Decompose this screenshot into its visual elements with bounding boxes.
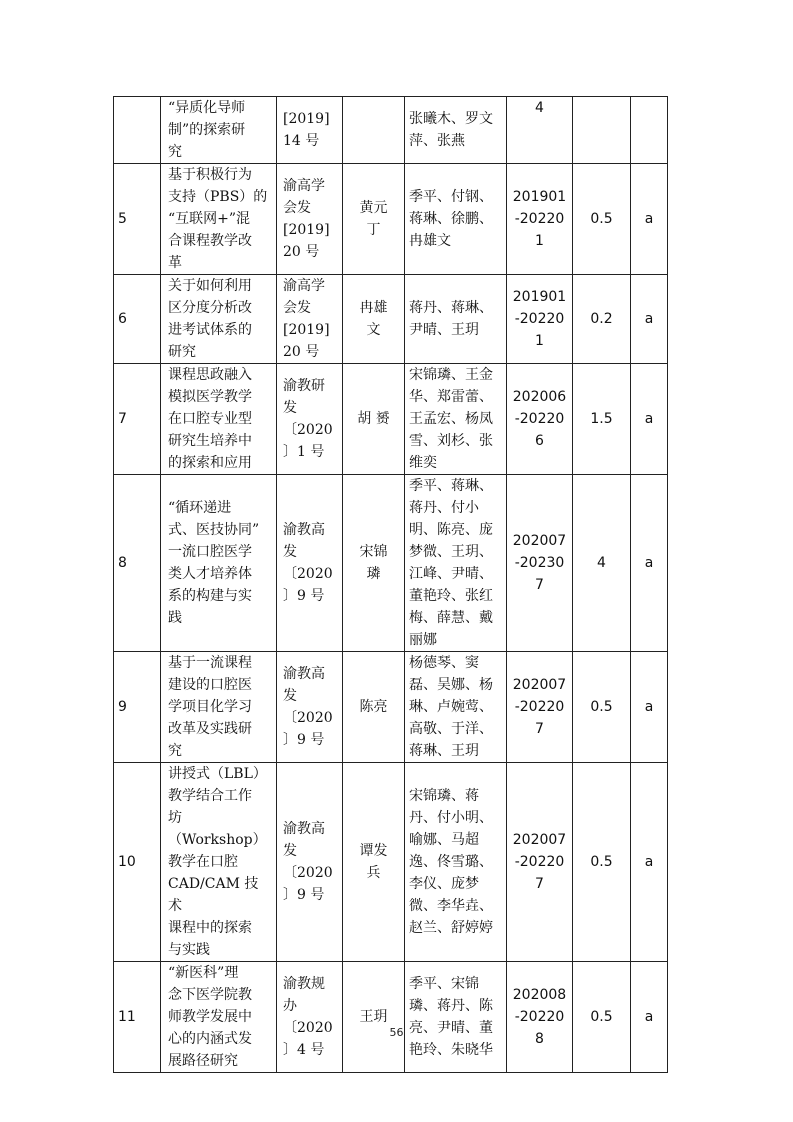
project-grade-cell (631, 364, 668, 475)
project-host-cell (343, 652, 405, 763)
project-score-cell (573, 364, 631, 475)
approval-document-cell (277, 475, 343, 652)
project-members-cell (405, 652, 507, 763)
project-period-cell (507, 275, 573, 364)
project-score-cell (573, 275, 631, 364)
table-row (114, 97, 668, 164)
project-host-cell (343, 962, 405, 1073)
project-title: “循环递进 式、医技协同” 一流口腔医学 类人才培养体 系的构建与实 践 (168, 500, 260, 626)
project-members: 季平、付钢、 蒋琳、徐鹏、 冉雄文 (409, 189, 493, 249)
project-grade: a (644, 411, 654, 427)
row-number-cell (114, 763, 161, 962)
approval-document-cell (277, 962, 343, 1073)
page-number: 56 (389, 1026, 404, 1039)
approval-document: 渝教规 办 〔2020 〕4 号 (283, 976, 333, 1058)
project-host: 王玥 (359, 1009, 388, 1025)
project-score-cell (573, 962, 631, 1073)
project-score: 0.5 (590, 1009, 613, 1025)
project-title: 讲授式（LBL） 教学结合工作 坊（Workshop） 教学在口腔 CAD/CAM 技术 课程中的探索 与实践 (168, 766, 267, 958)
project-period: 202007 -20220 7 (512, 832, 567, 892)
project-title-cell (161, 364, 277, 475)
project-period-cell (507, 652, 573, 763)
row-number-cell (114, 97, 161, 164)
project-score-cell (573, 97, 631, 164)
project-members: 季平、蒋琳、 蒋丹、付小 明、陈亮、庞 梦微、王玥、 江峰、尹晴、 董艳玲、张红 梅、薛慧、戴 丽娜 (409, 478, 493, 648)
project-members: 张曦木、罗文 萍、张燕 (409, 111, 493, 149)
table-row (114, 364, 668, 475)
project-grade-cell (631, 652, 668, 763)
project-members-cell (405, 962, 507, 1073)
project-score-cell (573, 164, 631, 275)
project-score-cell (573, 475, 631, 652)
row-number-cell (114, 652, 161, 763)
project-host-cell (343, 164, 405, 275)
project-grade-cell (631, 275, 668, 364)
approval-document: [2019] 14 号 (283, 111, 330, 149)
project-members-cell (405, 364, 507, 475)
approval-document-cell (277, 164, 343, 275)
row-number: 11 (118, 1009, 136, 1025)
row-number-cell (114, 364, 161, 475)
approval-document-cell (277, 97, 343, 164)
project-grade: a (644, 699, 654, 715)
project-members: 季平、宋锦 璘、蒋丹、陈 亮、尹晴、董 艳玲、朱晓华 (409, 976, 493, 1058)
project-members: 蒋丹、蒋琳、 尹晴、王玥 (409, 300, 493, 338)
project-score: 0.5 (590, 854, 613, 870)
project-period: 202007 -20220 7 (512, 677, 567, 737)
project-grade: a (644, 311, 654, 327)
project-members: 宋锦璘、王金 华、郑雷蕾、 王孟宏、杨凤 雪、刘杉、张 维奕 (409, 367, 493, 471)
project-period-cell (507, 364, 573, 475)
project-host: 胡 赟 (357, 411, 390, 427)
project-grade: a (644, 211, 654, 227)
project-score-cell (573, 763, 631, 962)
project-grade-cell (631, 763, 668, 962)
project-title-cell (161, 763, 277, 962)
approval-document: 渝教高 发 〔2020 〕9 号 (283, 522, 333, 604)
row-number: 9 (118, 699, 127, 715)
project-members-cell (405, 275, 507, 364)
project-period: 201901 -20220 1 (512, 289, 567, 349)
project-members-cell (405, 763, 507, 962)
approval-document: 渝教研 发 〔2020 〕1 号 (283, 378, 333, 460)
approval-document: 渝高学 会发 [2019] 20 号 (283, 178, 330, 260)
row-number-cell (114, 164, 161, 275)
approval-document: 渝教高 发 〔2020 〕9 号 (283, 666, 333, 748)
approval-document: 渝高学 会发 [2019] 20 号 (283, 278, 330, 360)
project-title: 基于一流课程 建设的口腔医 学项目化学习 改革及实践研 究 (168, 655, 252, 759)
project-period: 202008 -20220 8 (512, 987, 567, 1047)
project-period-cell (507, 164, 573, 275)
project-table (113, 96, 668, 1073)
project-period: 202007 -20230 7 (512, 533, 567, 593)
row-number: 10 (118, 854, 136, 870)
project-title: 课程思政融入 模拟医学教学 在口腔专业型 研究生培养中 的探索和应用 (168, 367, 252, 471)
project-host-cell (343, 475, 405, 652)
project-score: 0.5 (590, 699, 613, 715)
approval-document-cell (277, 652, 343, 763)
table-row (114, 164, 668, 275)
project-grade-cell (631, 475, 668, 652)
project-period-cell (507, 97, 573, 164)
project-members-cell (405, 97, 507, 164)
project-grade-cell (631, 97, 668, 164)
approval-document-cell (277, 364, 343, 475)
approval-document: 渝教高 发 〔2020 〕9 号 (283, 821, 333, 903)
table-row (114, 763, 668, 962)
approval-document-cell (277, 275, 343, 364)
project-grade: a (644, 555, 654, 571)
project-title-cell (161, 164, 277, 275)
row-number-cell (114, 275, 161, 364)
project-score-cell (573, 652, 631, 763)
row-number: 6 (118, 311, 127, 327)
project-score: 0.5 (590, 211, 613, 227)
project-grade: a (644, 854, 654, 870)
project-period: 201901 -20220 1 (512, 189, 567, 249)
project-host-cell (343, 275, 405, 364)
project-score: 1.5 (590, 411, 613, 427)
project-score: 0.2 (590, 311, 613, 327)
approval-document-cell (277, 763, 343, 962)
project-grade-cell (631, 164, 668, 275)
row-number-cell (114, 475, 161, 652)
project-title: 关于如何利用 区分度分析改 进考试体系的 研究 (168, 278, 252, 360)
project-title-cell (161, 652, 277, 763)
project-period-cell (507, 475, 573, 652)
project-host: 陈亮 (359, 699, 388, 715)
project-score: 4 (597, 555, 606, 571)
project-members-cell (405, 164, 507, 275)
row-number-cell (114, 962, 161, 1073)
project-title-cell (161, 275, 277, 364)
project-host-cell (343, 763, 405, 962)
project-title-cell (161, 962, 277, 1073)
row-number: 8 (118, 555, 127, 571)
project-grade-cell (631, 962, 668, 1073)
table-row (114, 962, 668, 1073)
project-period: 4 (535, 100, 544, 116)
project-host: 冉雄 文 (359, 300, 388, 338)
project-title-cell (161, 97, 277, 164)
project-host: 宋锦 璘 (359, 544, 388, 582)
project-title: “新医科”理 念下医学院教 师教学发展中 心的内涵式发 展路径研究 (168, 965, 252, 1069)
project-title: 基于积极行为 支持（PBS）的 “互联网+”混 合课程教学改 革 (168, 167, 268, 271)
project-members: 杨德琴、窦 磊、吴娜、杨 琳、卢婉莺、 高敬、于洋、 蒋琳、王玥 (409, 655, 493, 759)
project-title: “异质化导师 制”的探索研 究 (168, 100, 246, 160)
row-number: 7 (118, 411, 127, 427)
project-period: 202006 -20220 6 (512, 389, 567, 449)
project-host-cell (343, 364, 405, 475)
project-host-cell (343, 97, 405, 164)
table-row (114, 652, 668, 763)
table-row (114, 275, 668, 364)
project-host: 黄元 丁 (359, 200, 388, 238)
project-grade: a (644, 1009, 654, 1025)
table-row (114, 475, 668, 652)
project-members: 宋锦璘、蒋 丹、付小明、 喻娜、马超 逸、佟雪璐、 李仪、庞梦 微、李华垚、 赵兰、舒婷婷 (409, 788, 493, 936)
project-period-cell (507, 763, 573, 962)
row-number: 5 (118, 211, 127, 227)
project-period-cell (507, 962, 573, 1073)
project-host: 谭发 兵 (359, 843, 388, 881)
project-members-cell (405, 475, 507, 652)
project-title-cell (161, 475, 277, 652)
